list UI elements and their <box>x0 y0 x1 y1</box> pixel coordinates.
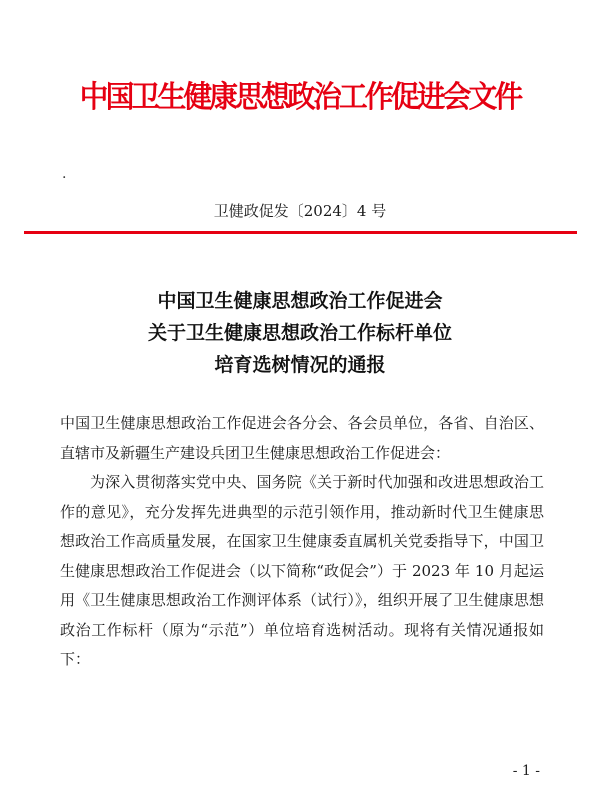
stray-mark: . <box>62 166 67 182</box>
document-title <box>0 285 600 381</box>
title-line-3: 培育选树情况的通报 <box>214 354 386 376</box>
document-body <box>60 409 544 675</box>
document-number: 卫健政促发〔2024〕4 号 <box>213 202 387 220</box>
page-number-text: - 1 - <box>512 763 540 779</box>
title-line-2: 关于卫生健康思想政治工作标杆单位 <box>147 322 452 344</box>
page-number <box>0 761 600 781</box>
red-separator-line <box>24 231 577 234</box>
issuing-org-header: 中国卫生健康思想政治工作促进会文件 <box>79 80 521 115</box>
salutation-paragraph: 中国卫生健康思想政治工作促进会各分会、各会员单位，各省、自治区、直辖市及新疆生产建设兵团卫生健康思想政治工作促进会： <box>60 414 544 462</box>
body-paragraph-1: 为深入贯彻落实党中央、国务院《关于新时代加强和改进思想政治工作的意见》，充分发挥先进典型的示范引领作用，推动新时代卫生健康思想政治工作高质量发展，在国家卫生健康委直属机关党委指导下，中国卫生健康思想政治工作促进会（以下简称“政促会”）于 2023 年 10 月起运用《卫生健康思想政治工作测评体系（试行）》，组织开展了卫生健康思想政治工作标杆（原为“示范”）单位培育选树活动。现将有关情况通报如下： <box>60 473 544 668</box>
title-line-1: 中国卫生健康思想政治工作促进会 <box>157 290 443 312</box>
